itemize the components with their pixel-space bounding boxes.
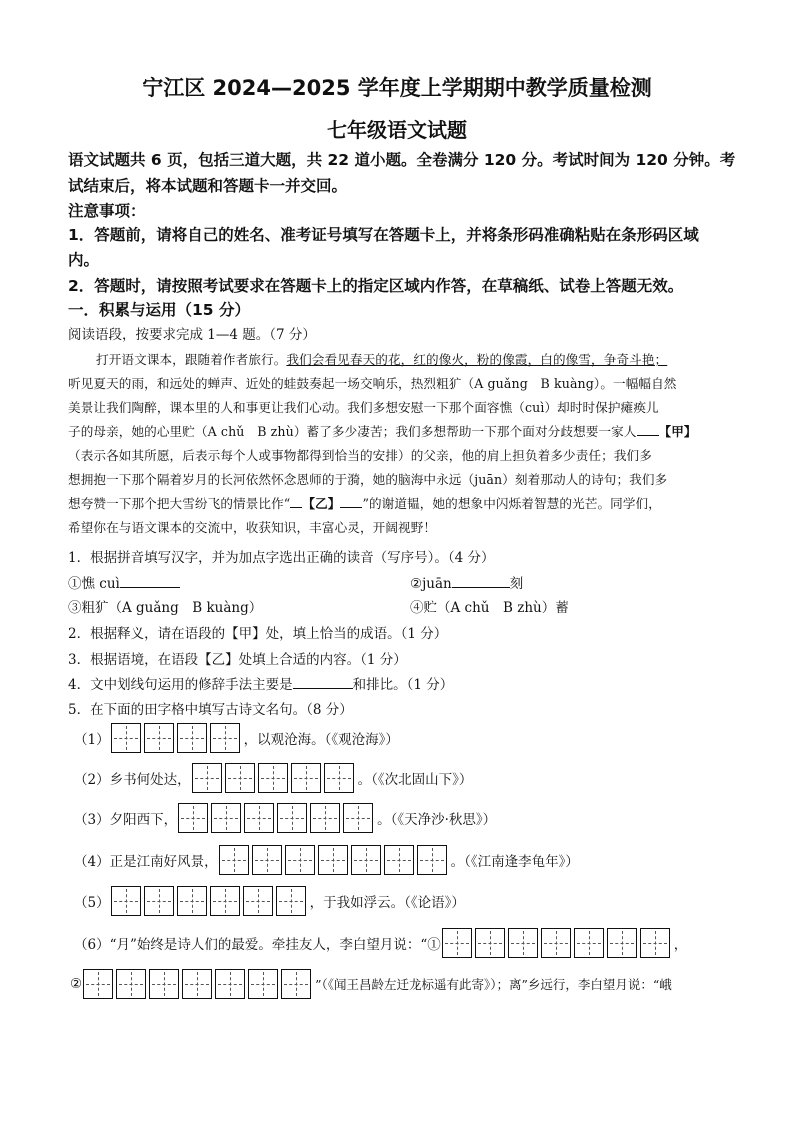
poem-line-5: （5） ，于我如浮云。（《论语》） (74, 885, 465, 917)
marker-jia: 【甲】 (658, 424, 697, 439)
tianzige-cell[interactable] (607, 928, 637, 958)
tianzige-cell[interactable] (210, 723, 240, 753)
blank-yi-right (340, 495, 362, 508)
tianzige-grid[interactable] (83, 969, 314, 999)
tianzige-cell[interactable] (248, 969, 278, 999)
passage-line-3: 美景让我们陶醉，课本里的人和事更让我们心动。我们多想安慰一下那个面容憔（cuì）却时时保护瘫痪儿 (68, 400, 659, 415)
note-1-line-2: 内。 (68, 251, 100, 269)
poem-line-1: （1） ，以观沧海。（《观沧海》） (74, 722, 399, 754)
tianzige-cell[interactable] (640, 928, 670, 958)
passage-text: 打开语文课本，跟随着作者旅行。 (96, 352, 287, 367)
tianzige-cell[interactable] (252, 845, 282, 875)
tianzige-cell[interactable] (177, 886, 207, 916)
tianzige-cell[interactable] (574, 928, 604, 958)
tianzige-cell[interactable] (258, 763, 288, 793)
tianzige-cell[interactable] (384, 845, 414, 875)
tianzige-cell[interactable] (417, 845, 447, 875)
blank-jia (637, 423, 659, 436)
tianzige-grid[interactable] (111, 723, 243, 753)
poem-line-7: ② ”（《闻王昌龄左迁龙标遥有此寄》）；离”乡远行，李白望月说：“峨 (70, 968, 672, 1000)
exam-subtitle: 七年级语文试题 (327, 118, 467, 142)
intro-line-1: 语文试题共 6 页，包括三道大题，共 22 道小题。全卷满分 120 分。考试时间为 120 分钟。考 (68, 151, 736, 169)
tianzige-cell[interactable] (351, 845, 381, 875)
tianzige-grid[interactable] (192, 763, 357, 793)
note-2: 2．答题时，请按照考试要求在答题卡上的指定区域内作答，在草稿纸、试卷上答题无效。 (68, 277, 684, 295)
passage-line-6: 想拥抱一下那个隔着岁月的长河依然怀念恩师的于漪，她的脑海中永远（juān）刻着那动人的诗句；我们多 (68, 472, 668, 487)
intro-line-2: 试结束后，将本试题和答题卡一并交回。 (68, 177, 348, 195)
tianzige-cell[interactable] (243, 886, 273, 916)
passage-line-1 (96, 349, 756, 368)
poem-line-3: （3）夕阳西下， 。（《天净沙·秋思》） (74, 802, 496, 834)
question-4: 4．文中划线句运用的修辞手法主要是 和排比。（1 分） (68, 677, 454, 693)
question-5: 5．在下面的田字格中填写古诗文名句。（8 分） (68, 702, 353, 718)
tianzige-cell[interactable] (324, 763, 354, 793)
tianzige-grid[interactable] (442, 928, 673, 958)
tianzige-grid[interactable] (219, 845, 450, 875)
answer-blank (293, 676, 353, 689)
answer-blank (452, 575, 510, 588)
tianzige-cell[interactable] (210, 886, 240, 916)
passage-line-5: （表示各如其所愿，后表示每个人或事物都得到恰当的安排）的父亲，他的肩上担负着多少责任；我们多 (68, 448, 652, 463)
tianzige-cell[interactable] (211, 803, 241, 833)
underlined-sentence: 我们会看见春天的花，红的像火，粉的像霞，白的像雪，争奇斗艳； (286, 352, 668, 367)
q1-item-b: ②juān 刻 (410, 576, 524, 592)
tianzige-cell[interactable] (244, 803, 274, 833)
tianzige-cell[interactable] (178, 803, 208, 833)
tianzige-cell[interactable] (281, 969, 311, 999)
answer-blank (120, 575, 180, 588)
question-1: 1．根据拼音填写汉字，并为加点字选出正确的读音（写序号）。（4 分） (68, 550, 495, 566)
tianzige-cell[interactable] (182, 969, 212, 999)
passage-line-8: 希望你在与语文课本的交流中，收获知识，丰富心灵，开阔视野！ (68, 520, 437, 535)
q1-item-a: ①憔 cuì (68, 572, 728, 592)
passage-text: 想夸赞一下那个把大雪纷飞的情景比作“ (68, 496, 291, 511)
tianzige-cell[interactable] (111, 886, 141, 916)
question-2: 2．根据释义，请在语段的【甲】处，填上恰当的成语。（1 分） (68, 626, 448, 642)
tianzige-cell[interactable] (277, 803, 307, 833)
tianzige-cell[interactable] (144, 723, 174, 753)
tianzige-cell[interactable] (177, 723, 207, 753)
tianzige-cell[interactable] (83, 969, 113, 999)
tianzige-cell[interactable] (111, 723, 141, 753)
passage-line-2: 听见夏天的雨，和远处的蝉声、近处的蛙鼓奏起一场交响乐，热烈粗犷（A guǎng B kuàng）。一幅幅自然 (68, 376, 677, 391)
tianzige-cell[interactable] (541, 928, 571, 958)
exam-title: 宁江区 2024—2025 学年度上学期期中教学质量检测 (142, 76, 652, 100)
tianzige-cell[interactable] (318, 845, 348, 875)
poem-line-6: （6）“月”始终是诗人们的最爱。牵挂友人，李白望月说：“① ， (74, 927, 687, 959)
tianzige-cell[interactable] (475, 928, 505, 958)
tianzige-cell[interactable] (219, 845, 249, 875)
blank-yi-left (290, 495, 302, 508)
section-heading: 一．积累与运用（15 分） (68, 301, 250, 319)
tianzige-cell[interactable] (276, 886, 306, 916)
tianzige-cell[interactable] (215, 969, 245, 999)
poem-line-4: （4）正是江南好风景， 。（《江南逢李龟年》） (74, 844, 579, 876)
reading-instruction: 阅读语段，按要求完成 1—4 题。（7 分） (68, 327, 316, 343)
passage-line-4 (68, 421, 728, 440)
note-1-line-1: 1．答题前，请将自己的姓名、准考证号填写在答题卡上，并将条形码准确粘贴在条形码区域 (68, 226, 699, 244)
passage-text: ”的谢道韫，她的想象中闪烁着智慧的光芒。同学们， (362, 496, 661, 511)
passage-line-7 (68, 493, 728, 512)
tianzige-cell[interactable] (149, 969, 179, 999)
q1-item-d: ④贮（A chǔ B zhù）蓄 (410, 600, 569, 616)
tianzige-cell[interactable] (343, 803, 373, 833)
tianzige-grid[interactable] (111, 886, 309, 916)
tianzige-cell[interactable] (508, 928, 538, 958)
marker-yi: 【乙】 (302, 496, 341, 511)
tianzige-cell[interactable] (225, 763, 255, 793)
tianzige-cell[interactable] (144, 886, 174, 916)
tianzige-cell[interactable] (291, 763, 321, 793)
passage-text: 子的母亲，她的心里贮（A chǔ B zhù）蓄了多少凄苦；我们多想帮助一下那个面对分歧想要一家人 (68, 424, 637, 439)
question-3: 3．根据语境，在语段【乙】处填上合适的内容。（1 分） (68, 652, 407, 668)
notes-heading: 注意事项： (68, 202, 146, 220)
q1-item-c: ③粗犷（A guǎng B kuàng） (68, 600, 263, 616)
tianzige-cell[interactable] (192, 763, 222, 793)
poem-line-2: （2）乡书何处达， 。（《次北固山下》） (74, 762, 472, 794)
tianzige-cell[interactable] (442, 928, 472, 958)
tianzige-cell[interactable] (116, 969, 146, 999)
tianzige-cell[interactable] (285, 845, 315, 875)
tianzige-grid[interactable] (178, 803, 376, 833)
tianzige-cell[interactable] (310, 803, 340, 833)
